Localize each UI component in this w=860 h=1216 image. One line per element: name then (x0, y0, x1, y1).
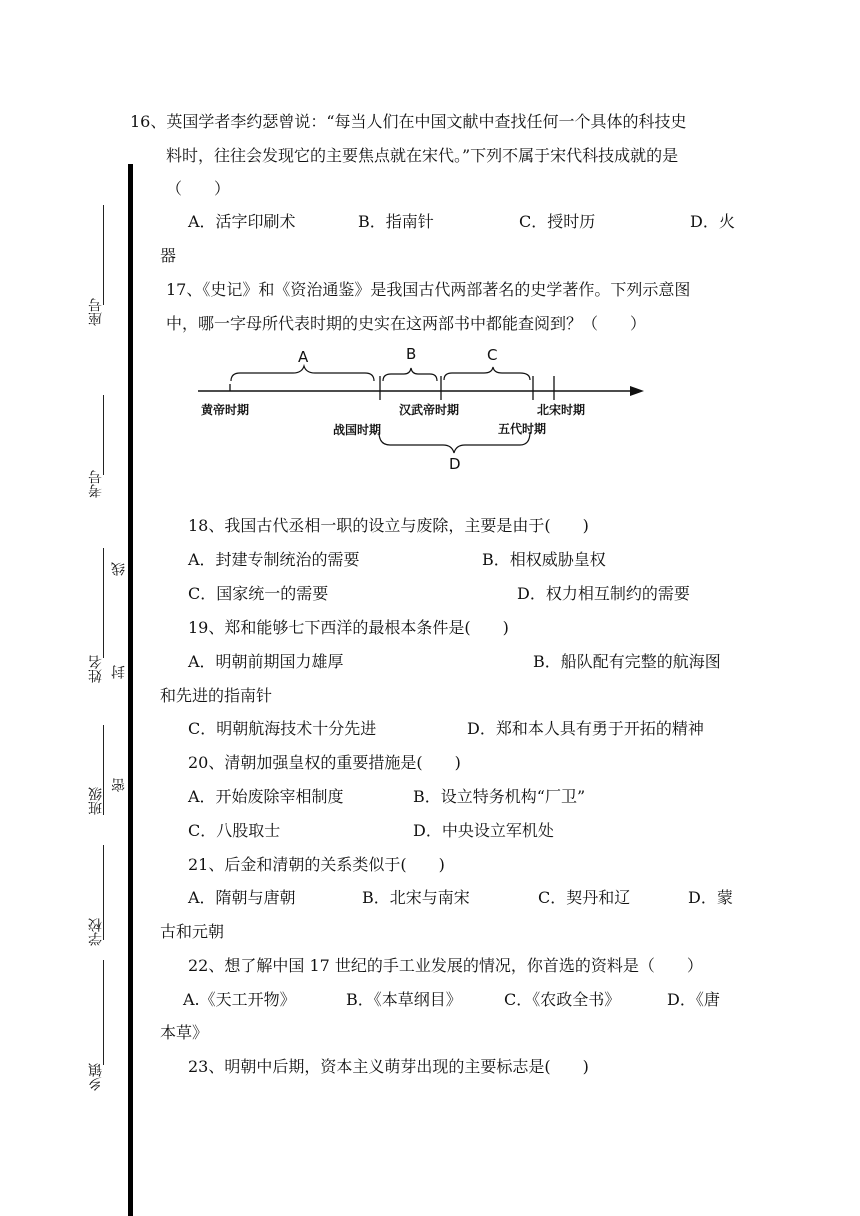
q19-option-d: D．郑和本人具有勇于开拓的精神 (467, 719, 704, 738)
q16-stem-line2: 料时，往往会发现它的主要焦点就在宋代。”下列不属于宋代科技成就的是 (166, 146, 679, 165)
diagram-label-c: C (487, 346, 498, 364)
q20-option-d: D．中央设立军机处 (413, 821, 554, 840)
period-huangdi: 黄帝时期 (201, 403, 250, 417)
q20-stem: 20、清朝加强皇权的重要措施是( ) (188, 753, 461, 772)
q21-option-d-cont: 古和元朝 (160, 922, 225, 941)
q19-option-a: A．明朝前期国力雄厚 (188, 652, 344, 671)
seal-mark-seal: 封 (111, 665, 127, 679)
q18-option-a: A．封建专制统治的需要 (188, 550, 360, 569)
name-label: 姓名 (88, 655, 104, 683)
period-han-wudi: 汉武帝时期 (399, 403, 460, 417)
q21-option-a: A．隋朝与唐朝 (188, 888, 296, 907)
q22-option-a: A.《天工开物》 (183, 990, 296, 1009)
q20-option-a: A．开始废除宰相制度 (188, 787, 344, 806)
seal-mark-secret: 密 (111, 778, 127, 792)
q16-option-d: D．火 (690, 212, 735, 231)
period-warring-states: 战国时期 (333, 423, 382, 437)
q16-option-c: C．授时历 (519, 212, 596, 231)
q21-option-b: B．北宋与南宋 (362, 888, 470, 907)
q22-option-d: D．《唐 (667, 990, 720, 1009)
q21-stem: 21、后金和清朝的关系类似于( ) (188, 855, 445, 874)
q19-option-b-cont: 和先进的指南针 (160, 686, 273, 705)
exam-number-label: 考号 (88, 470, 104, 498)
q20-option-b: B．设立特务机构“厂卫” (413, 787, 586, 806)
q18-stem: 18、我国古代丞相一职的设立与废除，主要是由于( ) (188, 516, 589, 535)
q16-answer-blank: （ ） (166, 179, 231, 198)
q17-stem-line2: 中，哪一字母所代表时期的史实在这两部书中都能查阅到？（ ） (166, 314, 647, 333)
q18-option-c: C．国家统一的需要 (188, 584, 329, 603)
q22-option-c: C．《农政全书》 (504, 990, 621, 1009)
diagram-label-d: D (449, 455, 461, 473)
q22-option-b: B．《本草纲目》 (346, 990, 462, 1009)
q16-option-b: B．指南针 (358, 212, 434, 231)
township-label: 乡镇 (88, 1063, 104, 1091)
q18-option-d: D．权力相互制约的需要 (517, 584, 690, 603)
q20-option-c: C．八股取士 (188, 821, 281, 840)
class-label: 班级 (88, 787, 104, 815)
q16-stem-line1: 16、英国学者李约瑟曾说：“每当人们在中国文献中查找任何一个具体的科技史 (130, 112, 687, 131)
seal-mark-line: 线 (111, 562, 127, 576)
q21-option-c: C．契丹和辽 (538, 888, 631, 907)
q23-stem: 23、明朝中后期，资本主义萌芽出现的主要标志是( ) (188, 1057, 589, 1076)
q18-option-b: B．相权威胁皇权 (482, 550, 606, 569)
q21-option-d: D．蒙 (688, 888, 733, 907)
school-label: 学校 (88, 918, 104, 946)
q16-option-d-cont: 器 (160, 246, 177, 265)
q19-stem: 19、郑和能够七下西洋的最根本条件是( ) (188, 618, 509, 637)
q19-option-b: B．船队配有完整的航海图 (533, 652, 721, 671)
period-northern-song: 北宋时期 (537, 403, 586, 417)
q19-option-c: C．明朝航海技术十分先进 (188, 719, 377, 738)
diagram-label-a: A (298, 348, 309, 366)
q22-stem: 22、想了解中国 17 世纪的手工业发展的情况，你首选的资料是（ ） (188, 956, 703, 975)
q22-option-d-cont: 本草》 (160, 1023, 209, 1042)
seat-number-label: 座号 (88, 298, 104, 326)
period-five-dynasties: 五代时期 (498, 422, 547, 436)
q16-option-a: A．活字印刷术 (188, 212, 296, 231)
diagram-label-b: B (406, 345, 417, 363)
q17-stem-line1: 17、《史记》和《资治通鉴》是我国古代两部著名的史学著作。下列示意图 (166, 280, 691, 299)
